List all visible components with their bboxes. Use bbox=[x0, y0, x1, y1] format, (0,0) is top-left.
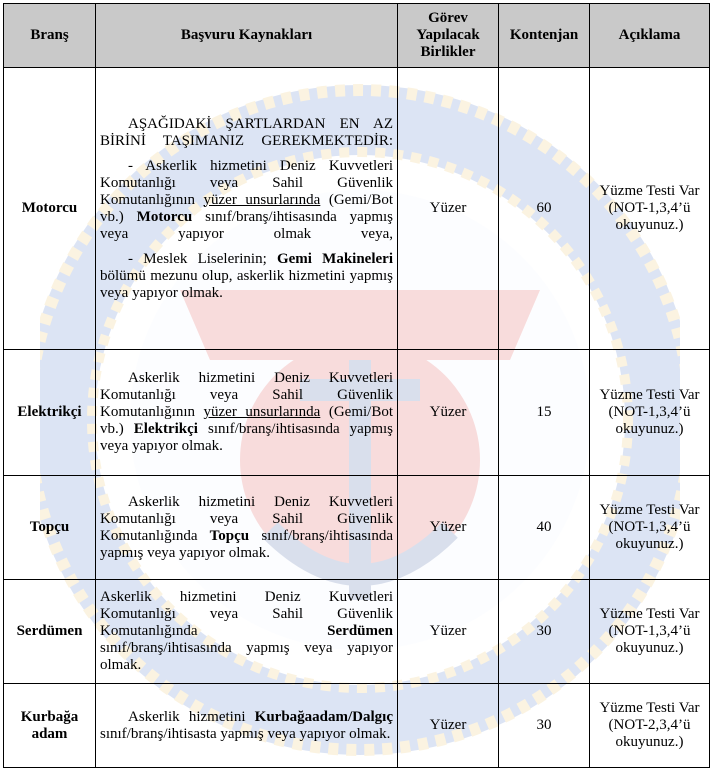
gorev-cell: Yüzer bbox=[398, 68, 499, 350]
aciklama-cell: Yüzme Testi Var (NOT-1,3,4’ü okuyunuz.) bbox=[590, 350, 710, 476]
brans-cell: Kurbağa adam bbox=[4, 684, 96, 768]
brans-cell: Motorcu bbox=[4, 68, 96, 350]
kaynak-paragraph: - Askerlik hizmetini Deniz Kuvvetleri Komutanlığı veya Sahil Güvenlik Komutanlığının yüzer unsurlarında (Gemi/Bot vb.) Motorcu sınıf/branş/ihtisasında yapmış veya yapıyor olmak veya, bbox=[100, 157, 393, 242]
header-gorev: Görev Yapılacak Birlikler bbox=[398, 4, 499, 68]
header-kontenjan: Kontenjan bbox=[499, 4, 590, 68]
table-row bbox=[4, 476, 710, 580]
kaynak-cell bbox=[96, 68, 398, 350]
kontenjan-cell: 15 bbox=[499, 350, 590, 476]
kaynak-cell bbox=[96, 580, 398, 684]
gorev-cell: Yüzer bbox=[398, 350, 499, 476]
header-kaynak: Başvuru Kaynakları bbox=[96, 4, 398, 68]
kaynak-cell bbox=[96, 476, 398, 580]
header-row bbox=[4, 4, 710, 68]
table-row bbox=[4, 684, 710, 768]
brans-cell: Serdümen bbox=[4, 580, 96, 684]
kontenjan-cell: 60 bbox=[499, 68, 590, 350]
gorev-cell: Yüzer bbox=[398, 684, 499, 768]
kaynak-paragraph: - Meslek Liselerinin; Gemi Makineleri bölümü mezunu olup, askerlik hizmetini yapmış veya yapıyor olmak. bbox=[100, 250, 393, 301]
aciklama-cell: Yüzme Testi Var (NOT-1,3,4’ü okuyunuz.) bbox=[590, 580, 710, 684]
table-row bbox=[4, 68, 710, 350]
kaynak-paragraph: Askerlik hizmetini Kurbağaadam/Dalgıç sınıf/branş/ihtisasta yapmış veya yapıyor olmak. bbox=[100, 708, 393, 742]
brans-cell: Topçu bbox=[4, 476, 96, 580]
kontenjan-cell: 30 bbox=[499, 684, 590, 768]
aciklama-cell: Yüzme Testi Var (NOT-1,3,4’ü okuyunuz.) bbox=[590, 476, 710, 580]
kaynak-paragraph: AŞAĞIDAKİ ŞARTLARDAN EN AZ BİRİNİ TAŞIMANIZ GEREKMEKTEDİR: bbox=[100, 115, 393, 149]
kontenjan-cell: 30 bbox=[499, 580, 590, 684]
kaynak-paragraph: Askerlik hizmetini Deniz Kuvvetleri Komutanlığı veya Sahil Güvenlik Komutanlığında Serdümen sınıf/branş/ihtisasında yapmış veya yapıyor olmak. bbox=[100, 589, 393, 673]
gorev-cell: Yüzer bbox=[398, 476, 499, 580]
kaynak-cell bbox=[96, 684, 398, 768]
header-brans: Branş bbox=[4, 4, 96, 68]
brans-cell: Elektrikçi bbox=[4, 350, 96, 476]
branch-requirements-table bbox=[3, 3, 710, 768]
kaynak-paragraph: Askerlik hizmetini Deniz Kuvvetleri Komutanlığı veya Sahil Güvenlik Komutanlığının yüzer unsurlarında (Gemi/Bot vb.) Elektrikçi sınıf/branş/ihtisasında yapmış veya yapıyor olmak. bbox=[100, 370, 393, 454]
kaynak-paragraph: Askerlik hizmetini Deniz Kuvvetleri Komutanlığı veya Sahil Güvenlik Komutanlığında Topçu sınıf/branş/ihtisasında yapmış veya yapıyor olmak. bbox=[100, 493, 393, 561]
gorev-cell: Yüzer bbox=[398, 580, 499, 684]
aciklama-cell: Yüzme Testi Var (NOT-1,3,4’ü okuyunuz.) bbox=[590, 68, 710, 350]
table-row bbox=[4, 350, 710, 476]
aciklama-cell: Yüzme Testi Var (NOT-2,3,4’ü okuyunuz.) bbox=[590, 684, 710, 768]
kontenjan-cell: 40 bbox=[499, 476, 590, 580]
kaynak-cell bbox=[96, 350, 398, 476]
table-row bbox=[4, 580, 710, 684]
header-aciklama: Açıklama bbox=[590, 4, 710, 68]
